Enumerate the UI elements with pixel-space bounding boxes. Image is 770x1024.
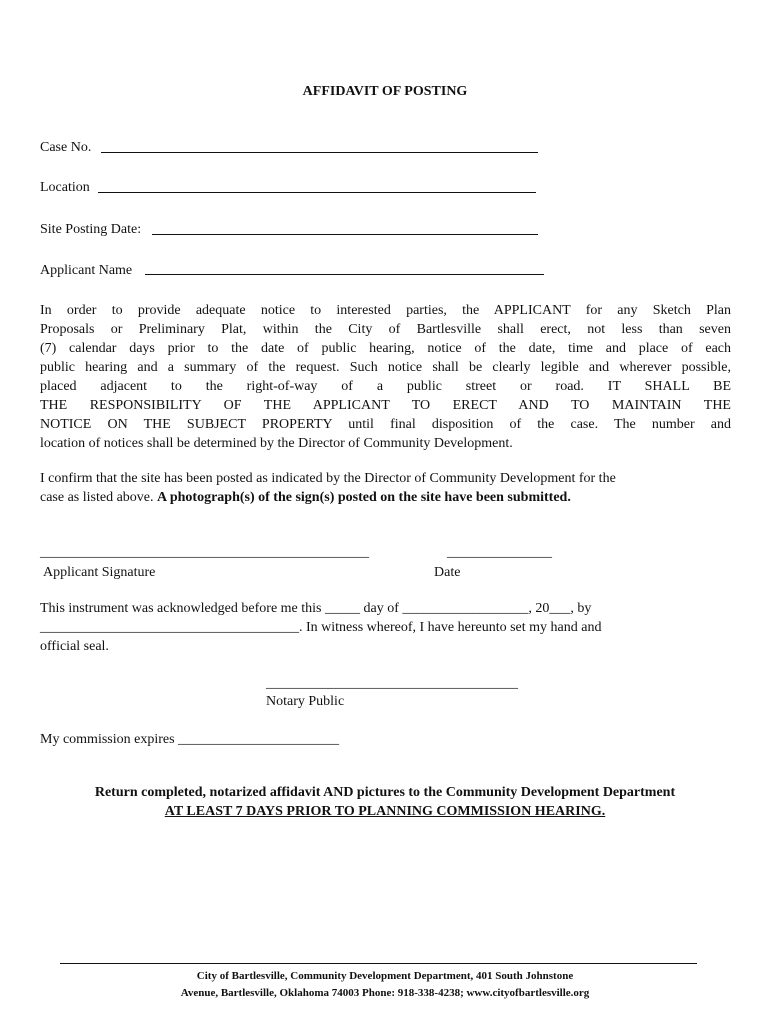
confirmation-text: case as listed above.: [40, 490, 158, 505]
footer-divider: [60, 963, 697, 964]
notice-line-1: In order to provide adequate notice to interested parties, the APPLICANT for any Sketch Plan: [40, 303, 731, 318]
footer-line-2: Avenue, Bartlesville, Oklahoma 74003 Phone: 918-338-4238; www.cityofbartlesville.org: [180, 987, 590, 999]
location-field[interactable]: [98, 192, 536, 193]
notary-signature-line[interactable]: ____________________________________: [266, 676, 518, 691]
date-label: Date: [434, 565, 461, 580]
notice-line-6: THE RESPONSIBILITY OF THE APPLICANT TO ERECT AND TO MAINTAIN THE: [40, 398, 731, 413]
footer-line-1: City of Bartlesville, Community Development Department, 401 South Johnstone: [196, 970, 574, 982]
applicant-name-field[interactable]: [145, 274, 544, 275]
applicant-name-label: Applicant Name: [40, 263, 133, 278]
document-title: AFFIDAVIT OF POSTING: [302, 84, 468, 99]
notice-line-8: location of notices shall be determined by the Director of Community Development.: [40, 436, 513, 451]
site-posting-date-field[interactable]: [152, 234, 538, 235]
date-line[interactable]: _______________: [447, 545, 552, 560]
notice-line-3: (7) calendar days prior to the date of public hearing, notice of the date, time and place of each: [40, 341, 731, 356]
applicant-signature-label: Applicant Signature: [43, 565, 156, 580]
acknowledgement-line-3: official seal.: [40, 639, 109, 654]
photograph-statement: A photograph(s) of the sign(s) posted on the site have been submitted.: [157, 490, 571, 505]
acknowledgement-line-1: This instrument was acknowledged before me this _____ day of __________________, 20___, by: [40, 601, 592, 616]
notice-line-7: NOTICE ON THE SUBJECT PROPERTY until final disposition of the case. The number and: [40, 417, 731, 432]
case-no-field[interactable]: [101, 152, 538, 153]
site-posting-date-label: Site Posting Date:: [40, 222, 142, 237]
notice-line-5: placed adjacent to the right-of-way of a public street or road. IT SHALL BE: [40, 379, 731, 394]
commission-expires: My commission expires _______________________: [40, 732, 340, 747]
applicant-signature-line[interactable]: _______________________________________________: [40, 545, 369, 560]
return-instruction: Return completed, notarized affidavit AND pictures to the Community Development Department: [94, 785, 676, 800]
confirmation-paragraph: [40, 469, 731, 507]
confirmation-line-1: I confirm that the site has been posted as indicated by the Director of Community Development for the: [40, 471, 616, 486]
notary-public-label: Notary Public: [266, 694, 345, 709]
acknowledgement-line-2: _____________________________________. In witness whereof, I have hereunto set my hand and: [40, 620, 602, 635]
confirmation-line-2: [40, 488, 731, 507]
location-label: Location: [40, 180, 90, 195]
deadline-notice: AT LEAST 7 DAYS PRIOR TO PLANNING COMMISSION HEARING.: [164, 804, 606, 819]
case-no-label: Case No.: [40, 140, 92, 155]
notice-line-4: public hearing and a summary of the request. Such notice shall be clearly legible and wherever possible,: [40, 360, 731, 375]
notice-paragraph: [40, 301, 731, 453]
notice-line-2: Proposals or Preliminary Plat, within the City of Bartlesville shall erect, not less than seven: [40, 322, 731, 337]
